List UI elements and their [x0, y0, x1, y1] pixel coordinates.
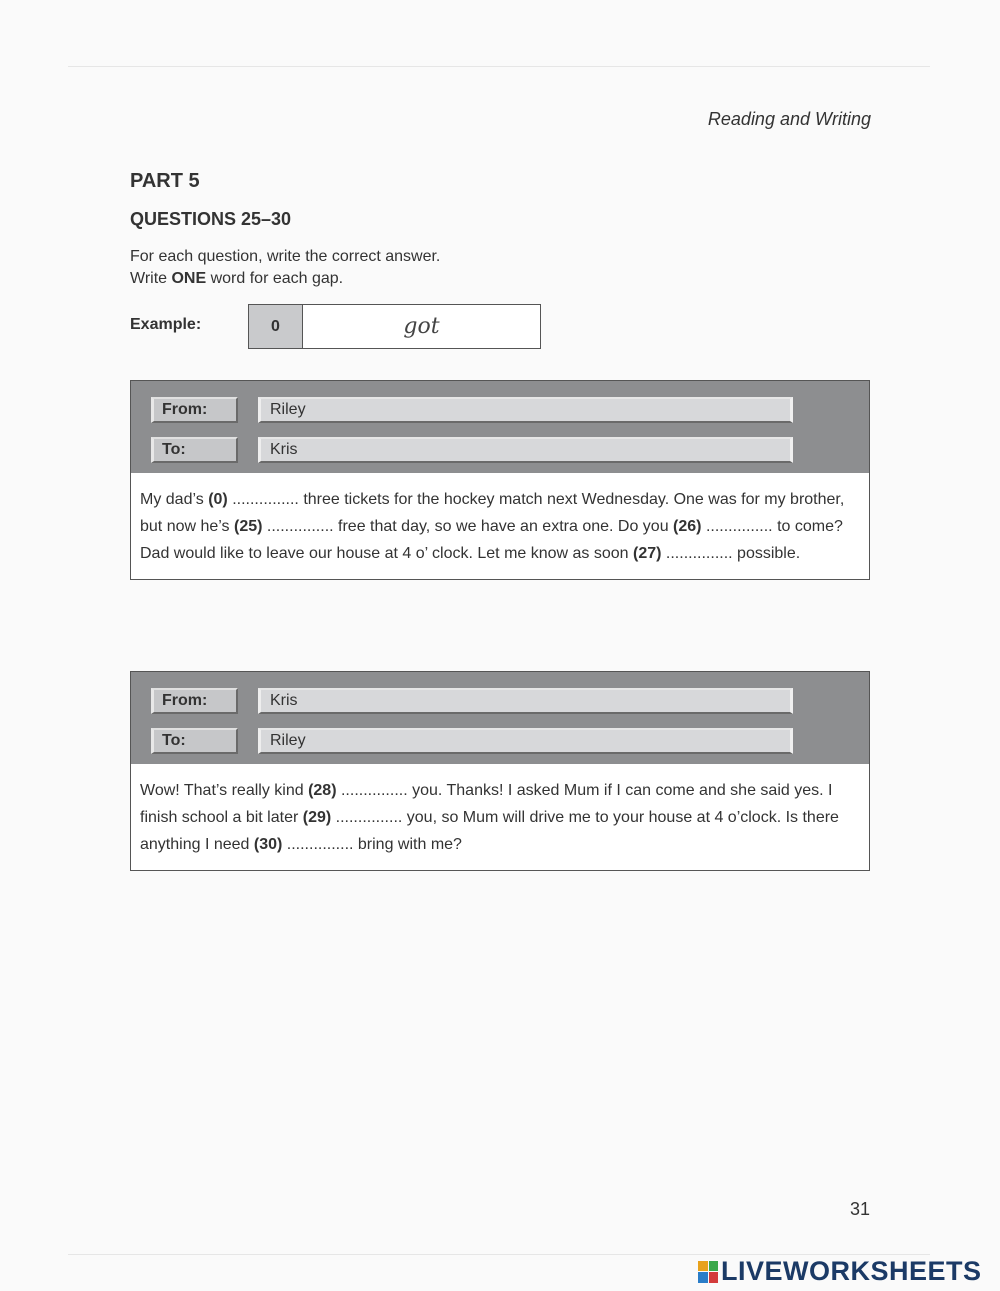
example-box	[248, 304, 541, 349]
example-label: Example:	[130, 316, 202, 333]
instructions	[130, 246, 440, 290]
body-text: ............... three tickets for the hockey match next Wednesday. One was for my brother, but now he’s	[140, 491, 845, 535]
body-text: ............... to come? Dad would like to leave our house at 4 o’ clock. Let me know as soon	[140, 518, 843, 562]
top-rule	[68, 66, 930, 67]
questions-title: QUESTIONS 25–30	[130, 209, 292, 229]
part-title: PART 5	[130, 170, 200, 192]
to-field: Riley	[258, 728, 793, 754]
body-text: ............... bring with me?	[282, 836, 462, 853]
from-label: From:	[151, 688, 238, 714]
email-message-1	[130, 380, 870, 580]
email-message-2	[130, 671, 870, 871]
logo-icon	[698, 1261, 718, 1283]
email-body	[131, 473, 869, 579]
section-header: Reading and Writing	[707, 109, 871, 129]
body-text: My dad’s	[140, 491, 209, 508]
question-number: (25)	[234, 518, 263, 535]
question-number: (30)	[253, 836, 283, 853]
body-text: Wow! That’s really kind	[140, 782, 309, 799]
question-number: (0)	[208, 491, 228, 508]
from-field: Kris	[258, 688, 793, 714]
example-number: 0	[249, 305, 303, 348]
body-text: ............... you. Thanks! I asked Mum if I can come and she said yes. I finish school a bit later	[140, 782, 833, 826]
liveworksheets-logo	[698, 1256, 982, 1287]
body-text: ............... free that day, so we have an extra one. Do you	[262, 518, 674, 535]
instruction-line-1: For each question, write the correct answer.	[130, 248, 441, 265]
body-text: ............... possible.	[661, 545, 801, 562]
instruction-text: word for each gap.	[206, 270, 344, 287]
question-number: (26)	[673, 518, 702, 535]
question-number: (27)	[633, 545, 662, 562]
question-number: (28)	[308, 782, 337, 799]
to-field: Kris	[258, 437, 793, 463]
instruction-emphasis: ONE	[171, 270, 207, 287]
instruction-line-2	[130, 268, 440, 290]
email-body	[131, 764, 869, 870]
email-header	[131, 672, 869, 764]
page-number: 31	[849, 1199, 870, 1219]
from-field: Riley	[258, 397, 793, 423]
to-label: To:	[151, 728, 238, 754]
bottom-rule	[68, 1254, 930, 1255]
logo-text: LIVEWORKSHEETS	[721, 1256, 982, 1286]
body-text: ............... you, so Mum will drive me to your house at 4 o’clock. Is there anything I need	[140, 809, 839, 853]
from-label: From:	[151, 397, 238, 423]
email-header	[131, 381, 869, 473]
instruction-text: Write	[130, 270, 172, 287]
question-number: (29)	[302, 809, 332, 826]
to-label: To:	[151, 437, 238, 463]
example-answer: got	[403, 314, 440, 339]
